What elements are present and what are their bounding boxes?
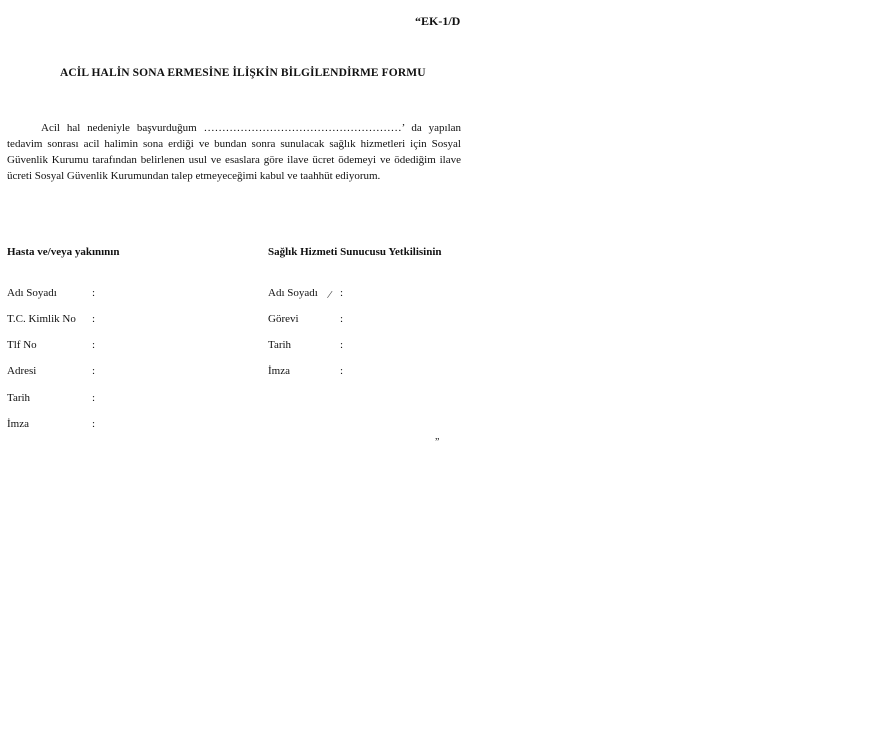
facility-blank-dots: ……………………………………………… (203, 122, 402, 134)
paragraph-line1-end: ’ da yapılan (401, 122, 462, 134)
declaration-paragraph (7, 120, 461, 184)
pen-mark: / (327, 288, 332, 302)
annex-label: “EK-1/D (415, 14, 461, 28)
form-title: ACİL HALİN SONA ERMESİNE İLİŞKİN BİLGİLENDİRME FORMU (60, 67, 426, 79)
patient-section-heading: Hasta ve/veya yakınının (7, 246, 120, 258)
paragraph-line1-start: Acil hal nedeniyle başvurduğum (41, 122, 197, 134)
provider-section-heading: Sağlık Hizmeti Sunucusu Yetkilisinin (268, 246, 442, 258)
paragraph-body: tedavim sonrası acil halimin sona erdiği ve bundan sonra sunulacak sağlık hizmetleri için Sosyal Güvenlik Kurumu tarafından belirlenen usul ve esaslara göre ilave ücret ödemeyi ve ödediğim ilave ücreti Sosyal Güvenlik Kurumundan talep etmeyeceğimi kabul ve taahhüt ediyorum. (7, 138, 461, 182)
closing-quote: ” (435, 437, 440, 448)
